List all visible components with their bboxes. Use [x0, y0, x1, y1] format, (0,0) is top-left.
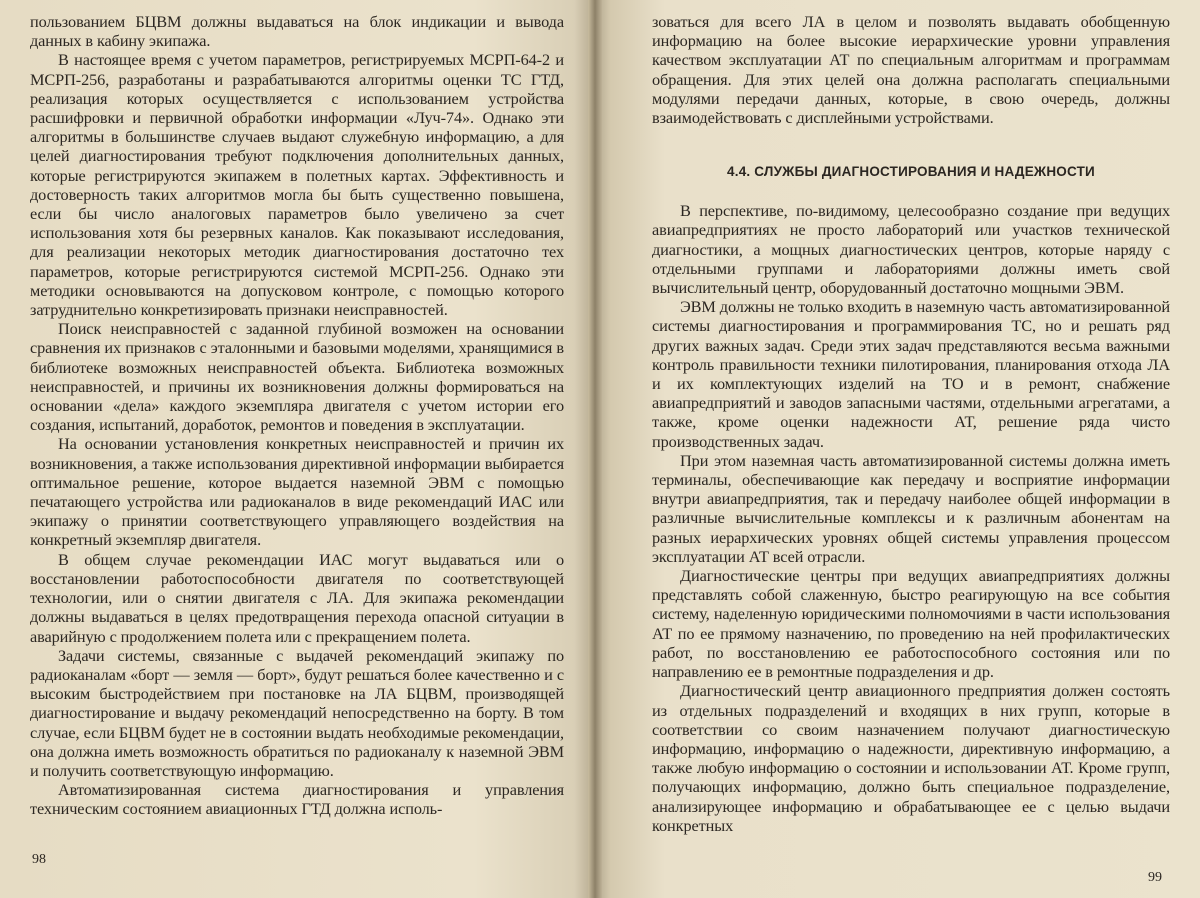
right-page	[592, 0, 1200, 898]
page-number-right: 99	[1148, 870, 1162, 885]
paragraph: Задачи системы, связанные с выдачей рекомендаций экипажу по радиоканалам «борт — земля — борт», будут решаться более качественно и с высоким быстродействием при постановке на ЛА БЦВМ, производящей диагностирование и выдачу рекомендаций непосредственно на борту. В том случае, если БЦВМ будет не в состоянии выдать необходимые рекомендации, она должна иметь возможность обратиться по радиоканалу к наземной ЭВМ и получить соответствующую информацию.	[30, 645, 564, 780]
paragraph: Диагностический центр авиационного предприятия должен состоять из отдельных подразделений и входящих в них групп, которые в соответствии со своим назначением получают диагностическую информацию, информацию о надежности, директивную информацию, а также любую информацию о состоянии и использовании АТ. Кроме групп, получающих информацию, должно быть специальное подразделение, анализирующее информацию и обрабатывающее ее с целью выдачи конкретных	[652, 681, 1170, 835]
paragraph: На основании установления конкретных неисправностей и причин их возникновения, а также использования директивной информации выбирается оптимальное решение, которое выдается наземной ЭВМ с помощью печатающего устройства или радиоканалов в виде рекомендаций ИАС или экипажу о принятии соответствующего управляющего воздействия на конкретный экземпляр двигателя.	[30, 434, 564, 550]
paragraph: При этом наземная часть автоматизированной системы должна иметь терминалы, обеспечивающие как передачу и восприятие информации внутри авиапредприятия, так и передачу наиболее общей информации в различные вычислительные комплексы и к различным абонентам на разных иерархических уровнях общей системы управления процессом эксплуатации АТ всей отрасли.	[652, 450, 1170, 566]
paragraph: пользованием БЦВМ должны выдаваться на блок индикации и вывода данных в кабину экипажа.	[30, 12, 564, 51]
section-heading: 4.4. СЛУЖБЫ ДИАГНОСТИРОВАНИЯ И НАДЕЖНОСТИ	[727, 164, 1095, 180]
paragraph: Автоматизированная система диагностирования и управления техническим состоянием авиационных ГТД должна исполь-	[30, 780, 564, 819]
page-number-left: 98	[32, 852, 46, 867]
paragraph: В настоящее время с учетом параметров, регистрируемых МСРП-64-2 и МСРП-256, разработаны и разрабатываются алгоритмы оценки ТС ГТД, реализация которых осуществляется с использованием устройства расшифровки и первичной обработки информации «Луч-74». Однако эти алгоритмы в большинстве случаев выдают служебную информацию, а для целей диагностирования требуют подключения дополнительных данных, которые регистрируются экипажем в полетных картах. Эффективность и достоверность таких алгоритмов могла бы быть существенно повышена, если бы число аналоговых параметров было увеличено за счет использования хотя бы резервных каналов. Как показывают исследования, для реализации некоторых методик диагностирования достаточно тех параметров, которые регистрируются системой МСРП-256. Однако эти методики основываются на допусковом контроле, с помощью которого затруднительно конкретизировать признаки неисправностей.	[30, 50, 564, 320]
paragraph: В общем случае рекомендации ИАС могут выдаваться или о восстановлении работоспособности двигателя по соответствующей технологии, или о снятии двигателя с ЛА. Для экипажа рекомендации должны выдаваться в целях предотвращения перехода опасной ситуации в аварийную с продолжением полета или с прекращением полета.	[30, 549, 564, 646]
left-page	[0, 0, 592, 898]
paragraph: В перспективе, по-видимому, целесообразно создание при ведущих авиапредприятиях не просто лабораторий или участков технической диагностики, а мощных диагностических центров, которые наряду с отдельными группами и лабораториями должны иметь свой вычислительный центр, оборудованный достаточно мощными ЭВМ.	[652, 201, 1170, 298]
paragraph: зоваться для всего ЛА в целом и позволять выдавать обобщенную информацию на более высокие иерархические уровни управления качеством эксплуатации АТ по специальным алгоритмам и программам обращения. Для этих целей она должна располагать специальными модулями передачи данных, которые, в свою очередь, должны взаимодействовать с дисплейными устройствами.	[652, 12, 1170, 128]
paragraph: Диагностические центры при ведущих авиапредприятиях должны представлять собой слаженную, быстро реагирующую на все события систему, наделенную юридическими полномочиями в части использования АТ по ее прямому назначению, по проведению на ней профилактических работ, по восстановлению ее работоспособного состояния или по направлению ее в ремонтные подразделения и др.	[652, 566, 1170, 682]
paragraph: Поиск неисправностей с заданной глубиной возможен на основании сравнения их признаков с эталонными и базовыми моделями, хранящимися в библиотеке возможных неисправностей объекта. Библиотека возможных неисправностей, и причины их возникновения должны формироваться на основании «дела» каждого экземпляра двигателя с учетом истории его создания, испытаний, доработок, ремонтов и поведения в эксплуатации.	[30, 319, 564, 435]
paragraph: ЭВМ должны не только входить в наземную часть автоматизированной системы диагностирования и программирования ТС, но и решать ряд других важных задач. Среди этих задач представляются весьма важными контроль правильности техники пилотирования, планирования отхода ЛА и их комплектующих изделий на ТО и в ремонт, снабжение авиапредприятий и заводов запасными частями, отдельными агрегатами, а также, кроме оценки надежности АТ, решение ряда чисто производственных задач.	[652, 297, 1170, 451]
book-gutter	[588, 0, 602, 898]
